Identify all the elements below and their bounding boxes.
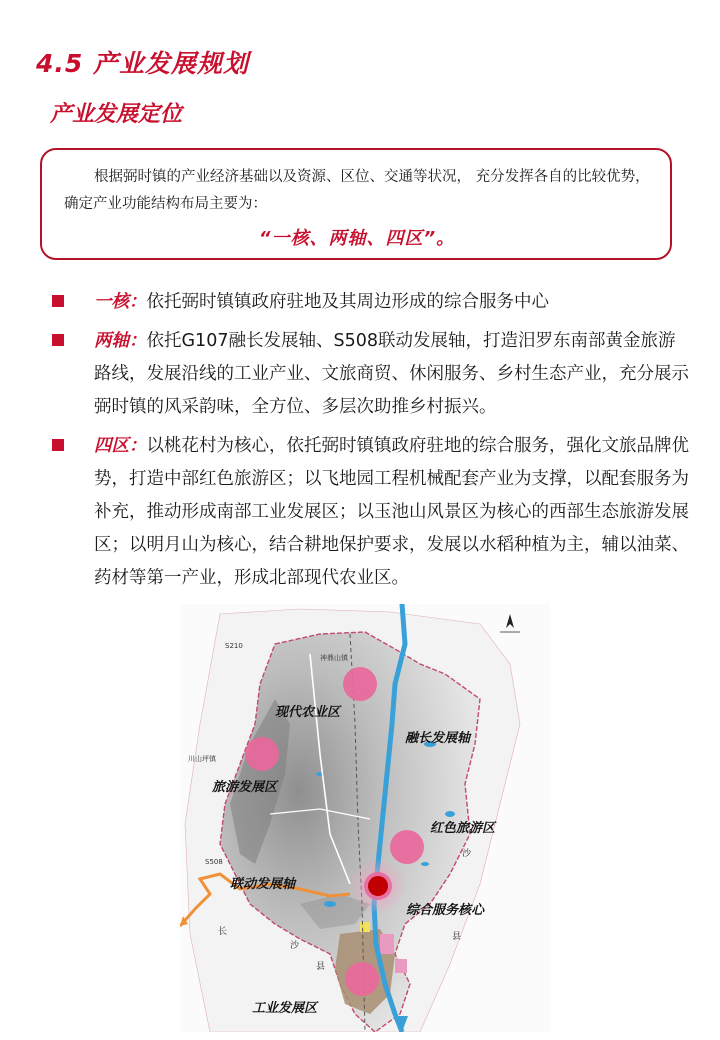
intro-box	[40, 148, 672, 260]
land-plot	[360, 922, 370, 932]
zone-circle-modern-agriculture	[343, 667, 377, 701]
core-dot	[368, 876, 388, 896]
land-plot	[380, 934, 394, 954]
point-keyword: 一核：	[94, 292, 147, 312]
pond	[445, 811, 455, 817]
map-svg	[180, 604, 550, 1032]
label-tourism-development: 旅游发展区	[212, 780, 278, 795]
point-text: 依托G107融长发展轴、S508联动发展轴，打造汨罗东南部黄金旅游路线，发展沿线的工业产业、文旅商贸、休闲服务、乡村生态产业，充分展示弼时镇的风采韵味，全方位、多层次助推乡村振兴。	[94, 331, 689, 417]
point-four-zones	[50, 430, 690, 595]
zone-circle-red-tourism	[390, 830, 424, 864]
land-plot	[395, 959, 407, 973]
zone-circle-tourism	[245, 737, 279, 771]
place-label: 沙	[462, 849, 472, 859]
square-bullet-icon	[52, 439, 64, 451]
zone-circle-industry	[345, 962, 379, 996]
road-label: S210	[225, 642, 243, 650]
label-modern-agriculture: 现代农业区	[275, 705, 341, 720]
place-label: 县	[452, 932, 462, 942]
point-text: 以桃花村为核心，依托弼时镇镇政府驻地的综合服务，强化文旅品牌优势，打造中部红色旅游区；以飞地园工程机械配套产业为支撑，以配套服务为补充，推动形成南部工业发展区；以玉池山风景区为核心的西部生态旅游发展区；以明月山为核心，结合耕地保护要求，发展以水稻种植为主，辅以油菜、药材等第一产业，形成北部现代农业区。	[94, 436, 689, 588]
square-bullet-icon	[52, 295, 64, 307]
pond	[324, 901, 336, 907]
section-title: 4.5 产业发展规划	[36, 49, 249, 78]
place-label: 神鼎山镇	[320, 654, 348, 662]
label-service-core: 综合服务核心	[406, 903, 485, 918]
square-bullet-icon	[52, 334, 64, 346]
place-label: 县	[316, 962, 326, 972]
point-text: 依托弼时镇镇政府驻地及其周边形成的综合服务中心	[146, 292, 549, 312]
label-red-tourism: 红色旅游区	[430, 821, 496, 836]
pond	[421, 862, 429, 866]
label-liandong-axis: 联动发展轴	[230, 877, 296, 892]
section-subtitle: 产业发展定位	[50, 102, 183, 127]
road-label: S508	[205, 858, 223, 866]
label-rongchang-axis: 融长发展轴	[405, 731, 471, 746]
label-industry-development: 工业发展区	[252, 1001, 318, 1016]
point-one-core	[50, 286, 690, 319]
place-label: 川山坪镇	[188, 755, 216, 763]
intro-text: 根据弼时镇的产业经济基础以及资源、区位、交通等状况， 充分发挥各自的比较优势，确定产业功能结构布局主要为：	[64, 169, 650, 212]
point-two-axes	[50, 325, 690, 424]
intro-highlight: “一核、两轴、四区”。	[258, 228, 456, 249]
point-keyword: 四区：	[94, 436, 147, 456]
industry-layout-map	[180, 604, 550, 1032]
place-label: 沙	[290, 941, 300, 951]
point-keyword: 两轴：	[94, 331, 147, 351]
key-points-list	[50, 286, 690, 601]
place-label: 长	[218, 927, 228, 937]
